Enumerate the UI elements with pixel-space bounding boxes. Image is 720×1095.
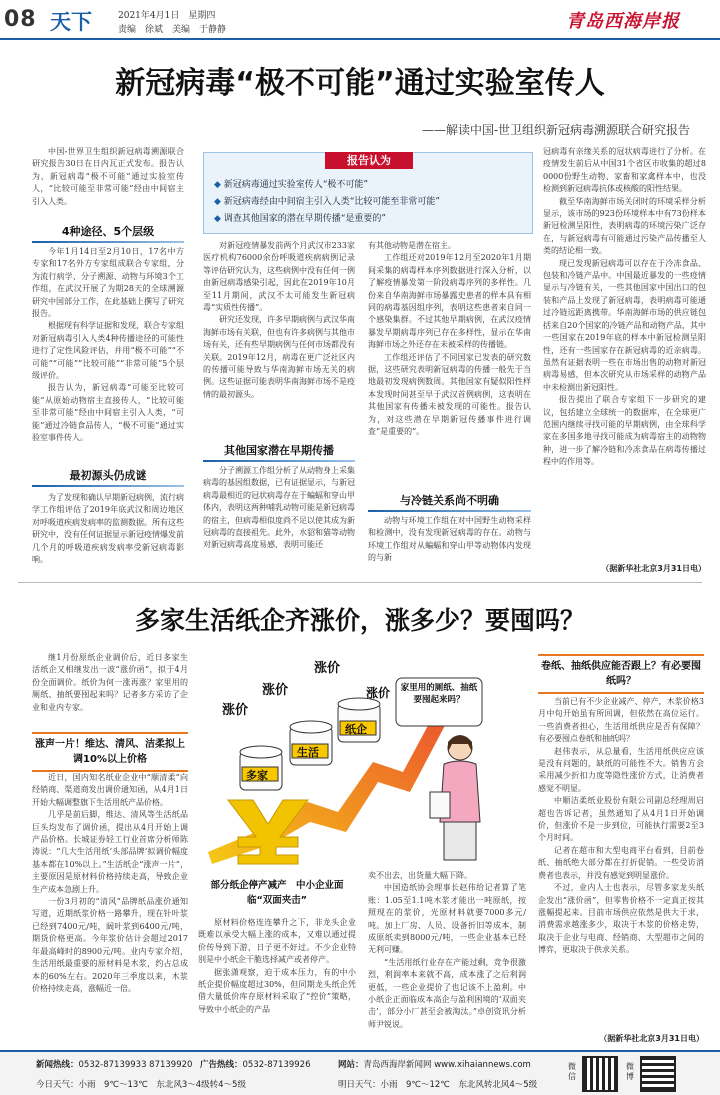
article2-title: 多家生活纸企齐涨价，涨多少？要囤吗？ (134, 606, 585, 635)
subhead-cold-chain: 与冷链关系尚不明确 (368, 492, 531, 512)
diamond-icon: ◆ (214, 180, 224, 190)
subhead-small-firms: 部分纸企停产减产 中小企业面临“双面夹击” (210, 880, 344, 906)
bubble-text: 家里用的厕纸、抽纸要囤起来吗？ (400, 683, 478, 705)
article1-col3-body: 有其他动物是潜在宿主。 工作组还对2019年12月至2020年1月期间采集的病毒样本序列数据进行深入分析，以了解疫情暴发第一阶段病毒序列的多样性。几份来自华南海鲜市场暴露史患者的样本具有相同的病毒基因组序列，表明这些患者来自同一个感染集群。不过其他早期病例，在武汉疫情暴发早期病毒序列已存在多样性，显示在华南海鲜市场之外还存在未被采样的传播链。 工作组还评估了不同国家已发表的研究数据，这些研究表明新冠病毒的传播一般先于当地最初发现病例数周。其他国家有疑似阳性样本发现时间甚至早于武汉首例病例，这表明在其他国家有传播未被发现的可能性。报告认为，对这些潜在早期新冠传播事件进行调查“是重要的”。 (368, 241, 531, 437)
article1-col4-body: 冠病毒有亲缘关系的冠状病毒进行了分析。在疫情发生前后从中国31个省区市收集的超过80000份野生动物、家畜和家禽样本中，也没检测到新冠病毒抗体或核酸的阳性结果。 截至华南海鲜市场关闭时的环境采样分析显示，该市场的923份环境样本中有73份样本新冠检测呈阳性，表明病毒的环境污染广泛存在，与新冠病毒有可能通过污染产品传播至人类的结论相一致。 现已发现新冠病毒可以存在于冷冻食品、包装和冷链产品中。中国最近暴发的一些疫情显示与冷链有关，一些其他国家中国出口的包装和产品上发现了新冠病毒，表明病毒可能通过冷链远距离携带。华南海鲜市场的供应链包括来自20个国家的冷链产品和动物产品，其中一些国家在2019年底的样本中新冠检测呈阳性，还有一些国家存在新冠病毒的近亲病毒。虽然有证据表明一些在市场出售的动物对新冠病毒易感，但本次研究从市场采样的动物产品中未检测出新冠阳性。 报告提出了联合专家组下一步研究的建议，包括建立全球统一的数据库，在全球更广范围内继续寻找可能的早期病例，由全球科学家在多国多地寻找可能成为病毒宿主的动物物种，进一步了解冷链和冷冻食品在病毒传播过程中的作用等。 (543, 147, 706, 467)
page-number: 08 (4, 7, 37, 32)
wechat-qr-icon (582, 1056, 618, 1092)
section-name: 天下 (50, 10, 92, 34)
subhead-origin-mystery: 最初源头仍成谜 (32, 467, 184, 487)
report-item-2: ◆ 新冠病毒经由中间宿主引入人类“比较可能至非常可能” (214, 197, 441, 207)
label-shenghuo: 生活 (297, 746, 319, 759)
label-duojia: 多家 (246, 769, 268, 782)
report-item-1: ◆ 新冠病毒通过实验室传人“极不可能” (214, 180, 368, 190)
article1-lead: 中国-世界卫生组织新冠病毒溯源联合研究报告30日在日内瓦正式发布。报告认为，新冠病毒“极不可能”通过实验室传人，“比较可能至非常可能”经由中间宿主引入人类。 (32, 147, 184, 206)
weather-tomorrow: 明日天气：小雨 9℃～12℃ 东北风转北风4～5级 (338, 1080, 538, 1090)
footer (0, 1050, 720, 1095)
report-item-3: ◆ 调查其他国家的潜在早期传播“是重要的” (214, 214, 387, 224)
issue-date: 2021年4月1日 星期四 (118, 11, 216, 21)
footer-hotline: 新闻热线：0532-87139933 87139920 (36, 1060, 193, 1070)
subhead-price-hikes: 涨声一片！维达、清风、洁柔拟上调10%以上价格 (32, 732, 188, 772)
subhead-four-routes: 4种途径、5个层级 (32, 223, 184, 243)
diamond-icon: ◆ (214, 197, 224, 207)
weather-today: 今日天气：小雨 9℃～13℃ 东北风3～4级转4～5级 (36, 1080, 246, 1090)
article1-title: 新冠病毒“极不可能”通过实验室传人 (115, 66, 605, 101)
price-hike-illustration (198, 652, 498, 866)
header-rule (0, 38, 720, 40)
article2-source: （据新华社北京3月31日电） (599, 1034, 704, 1043)
label-zhangjia-4: 涨价 (366, 686, 391, 700)
article1-source: （据新华社北京3月31日电） (601, 564, 706, 573)
diamond-icon: ◆ (214, 214, 224, 224)
illustration-svg (198, 652, 498, 866)
page-header (0, 0, 720, 40)
newspaper-logo: 青岛西海岸报 (566, 11, 680, 32)
label-zhangjia-1: 涨价 (222, 703, 249, 718)
article1-col2-body: 对新冠疫情暴发前两个月武汉市233家医疗机构76000余份呼吸道疾病病例记录等评估研究认为，这些病例中没有任何一例由新冠病毒感染引起，因此在2019年10月至11月期间，武汉不太可能发生新冠病毒“实质性传播”。 研究还发现，许多早期病例与武汉华南海鲜市场有关联，但也有许多病例与其他市场有关，还有些早期病例与任何市场都没有关联。2019年12月，病毒在更广泛社区内的传播可能导致与华南海鲜市场无关的病例。这些证据可能表明华南海鲜市场不是疫情的最初源头。 (203, 241, 355, 399)
article2-col4-body: 当前已有不少企业减产、停产，木浆价格3月中旬开始虽有所回调，但依然在高位运行。一些消费者担心，生活用纸供应是否有保障？有必要囤点卷纸和抽纸吗？ 赵伟表示，从总量看，生活用纸供应应该是没有问题的，缺纸的可能性不大。销售方会采用减少折扣力度等隐性涨价方式，让消费者感觉不明显。 中顺洁柔纸业股份有限公司副总经理周启超也告诉记者，虽然通知了从4月1日开始调价，但涨价不是一步到位，可能执行需要2至3个月时间。 记者在超市和大型电商平台看到，目前卷纸、抽纸绝大部分都在打折促销。一些受访消费者也表示，并没有感觉到明显涨价。 不过，业内人士也表示，尽管多家龙头纸企发出“涨价函”，但零售价格不一定真正按其涨幅提起来。目前市场供应依然是供大于求，消费需求越涨多少，取决于木浆的价格走势，取决于企业与电商、经销商、大型超市之间的博弈，更取决于供求关系。 (538, 697, 704, 955)
subhead-other-countries: 其他国家潜在早期传播 (203, 442, 355, 462)
article1-col1-body2: 为了发现和确认早期新冠病例，流行病学工作组评估了2019年底武汉和周边地区对呼吸道疾病发病率的监测数据。所有这些研究中，没有任何证据显示新冠疫情爆发前几个月的呼吸道疾病发病率受新冠病毒影响。 (32, 493, 184, 565)
article2-col1-body: 近日，国内知名纸业企业中“顺清柔”向经销商、渠道商发出调价通知函，从4月1日开始大幅调整旗下生活用纸产品价格。 几乎是前后脚，维达、清风等生活纸品巨头均发布了调价函，提出从4月开始上调产品价格。长城证券轻工行业首席分析师陈涛说：“几大生活用纸‘头部品牌’拟调价幅度基本都在10%以上。”生活纸企“涨声一片”，主要原因是原材料价格持续走高，导致企业生产成本急剧上升。 一份3月初的“清风”品牌纸品涨价通知写道，近期纸浆价格一路攀升，现在针叶浆已经到7400元/吨，阔叶浆到6400元/吨，期货价格更高。今年浆价估计会超过2017年最高峰时的8900元/吨。业内专家介绍，生活用纸最重要的原材料是木浆，约占总成本的60%左右。2020年三季度以来，木浆价格持续走高，涨幅近一倍。 (32, 773, 188, 993)
weibo-qr-icon (640, 1056, 676, 1092)
article1-col3-body2: 动物与环境工作组在对中国野生动物采样和检测中，没有发现新冠病毒的存在。动物与环境工作组对从蝙蝠和穿山甲等动物体内发现的与新 (368, 516, 531, 563)
wechat-label: 微信 (568, 1062, 576, 1081)
weibo-label: 微博 (626, 1062, 634, 1081)
label-zhiqi: 纸企 (345, 723, 367, 736)
footer-ad: 广告热线：0532-87139926 (200, 1060, 311, 1070)
section-divider (18, 582, 702, 583)
footer-site: 网站：青岛西海岸新闻网 www.xihaiannews.com (338, 1060, 531, 1070)
article2-col3-body: 卖不出去，出货量大幅下降。 中国造纸协会理事长赵伟给记者算了笔账：1.05至1.1吨木浆才能出一吨原纸，按照现在的浆价，光原材料就要7000多元/吨。加上厂房、人员、设备折旧等成本，制成原纸卖到8000元/吨，一些企业基本已经无利可赚。 “生活用纸行业存在产能过剩，竞争很激烈，利润率本来就不高，成本涨了之后利润更低，一些企业提价了也记该不上盈利。中小纸企正面临成本高企与盈利困境的‘双面夹击’，部分小厂甚至会被淘汰。”卓创资讯分析师尹锐说。 (368, 871, 526, 1029)
article1-subtitle: ——解读中国-世卫组织新冠病毒溯源联合研究报告 (421, 123, 690, 137)
subhead-supply-stock: 卷纸、抽纸供应能否跟上？有必要囤纸吗？ (538, 654, 704, 694)
report-box-title: 报告认为 (325, 152, 413, 169)
label-zhangjia-3: 涨价 (314, 661, 341, 676)
report-box (203, 152, 533, 234)
editors: 责编 徐斌 美编 于静静 (118, 25, 227, 35)
article1-col2-body2: 分子溯源工作组分析了从动物身上采集病毒的基因组数据，已有证据显示，与新冠病毒最相近的冠状病毒存在于蝙蝠和穿山甲体内，表明这两种哺乳动物可能是新冠病毒的宿主，但病毒相似度尚不足以使其成为新冠病毒的直接祖先。此外，水貂和猫等动物对新冠病毒高度易感，表明可能还 (203, 466, 355, 550)
label-zhangjia-2: 涨价 (262, 683, 289, 698)
article1-col1-body: 今年1月14日至2月10日，17名中方专家和17名外方专家组成联合专家组，分为流行病学、分子溯源、动物与环境3个工作组，在武汉开展了为期28天的全球溯源研究中国部分工作，在此基础上撰写了研究报告。 根据现有科学证据和发现，联合专家组对新冠病毒引入人类4种传播途径的可能性进行了定性风险评估，并用“极不可能”“不可能”“可能”“比较可能”“非常可能”5个层级评价。 报告认为，新冠病毒“可能至比较可能”从原始动物宿主直接传人，“比较可能至非常可能”经由中间宿主引入人类，“可能”通过冷链食品传人，“极不可能”通过实验室事件传人。 (32, 247, 184, 443)
article2-lead: 继1月份原纸企业调价后，近日多家生活纸企又相继发出一波“涨价函”，拟于4月份全面调价。纸价为何一涨再涨？家里用的厕纸、抽纸要囤起来吗？记者多方采访了企业和业内专家。 (32, 653, 188, 712)
article2-col2-body: 原材料价格连连攀升之下，非龙头企业既难以承受大幅上涨的成本，又难以通过提价传导到下游，日子更不好过。不少企业特别是中小纸企干脆选择减产或者停产。 据张潇观察，迫于成本压力，有的中小纸企提价幅度超过30%，但同期龙头纸企凭借大量低价库存原材料采取了“控价”策略，导致中小纸企的产品 (198, 918, 356, 1014)
